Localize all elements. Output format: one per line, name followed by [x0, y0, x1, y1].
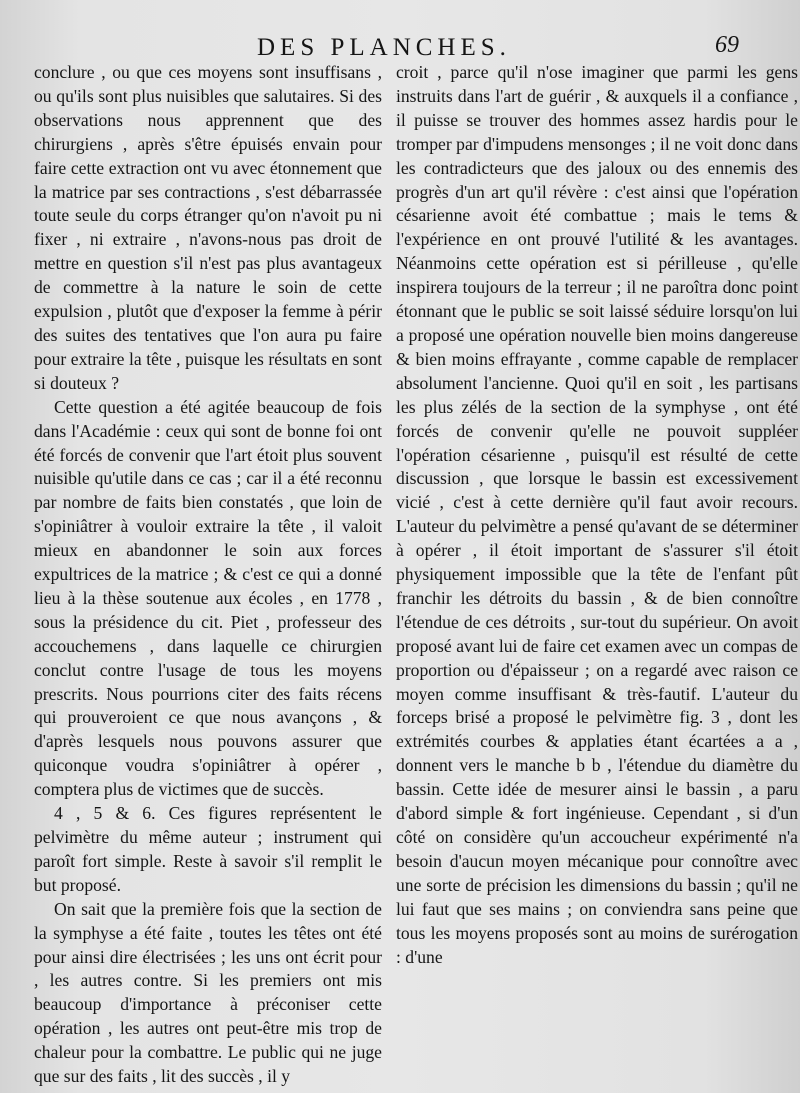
- paragraph: croit , parce qu'il n'ose imaginer que parmi les gens instruits dans l'art de guérir , & auxquels il a confiance , il puisse se trouver des hommes assez hardis pour le tromper par d'impudens mensonges ; il ne voit donc dans les contradicteurs que des jaloux ou des ennemis des progrès d'un art qu'il révère : c'est ainsi que l'opération césarienne avoit été combattue ; mais le tems & l'expérience en ont prouvé l'utilité & les avantages. Néanmoins cette opération est si périlleuse , qu'elle inspirera toujours de la terreur ; il ne paroîtra donc point étonnant que le public se soit laissé séduire lorsqu'on lui a proposé une opération nouvelle bien moins dangereuse & bien moins effrayante , comme capable de remplacer absolument l'ancienne. Quoi qu'il en soit , les partisans les plus zélés de la section de la symphyse , ont été forcés de convenir qu'elle ne pouvoit suppléer l'opération césarienne , puisqu'il est résulté de cette discussion , que lorsque le bassin est excessivement vicié , c'est à cette dernière qu'il faut avoir recours. L'auteur du pelvimètre a pensé qu'avant de se déterminer à opérer , il étoit important de s'assurer s'il étoit physiquement impossible que la tête de l'enfant pût franchir les détroits du bassin , & de bien connoître l'étendue de ces détroits , sur-tout du supérieur. On avoit proposé avant lui de faire cet examen avec un compas de proportion ou d'épaisseur ; on a regardé avec raison ce moyen comme insuffisant & très-fautif. L'auteur du forceps brisé a proposé le pelvimètre fig. 3 , dont les extrémités courbes & applaties étant écartées a a , donnent vers le manche b b , l'étendue du diamètre du bassin. Cette idée de mesurer ainsi le bassin , a paru d'abord simple & fort ingénieuse. Cependant , si d'un côté on considère qu'un accoucheur expérimenté n'a besoin d'aucun moyen mécanique pour connoître avec une sorte de précision les dimensions du bassin ; qu'il ne lui faut que ses mains ; on conviendra sans peine que tous les moyens proposés sont au moins de surérogation : d'une: [396, 62, 798, 967]
- paragraph: 4 , 5 & 6. Ces figures représentent le pelvimètre du même auteur ; instrument qui paroît fort simple. Reste à savoir s'il remplit le but proposé.: [34, 803, 382, 895]
- right-column: [396, 61, 798, 969]
- running-head: DES PLANCHES.: [257, 34, 511, 61]
- page-number: 69: [715, 32, 739, 58]
- text-columns: [34, 61, 798, 1087]
- paragraph: On sait que la première fois que la section de la symphyse a été faite , toutes les têtes ont été pour ainsi dire électrisées ; les uns ont écrit pour , les autres contre. Si les premiers ont mis beaucoup d'importance à préconiser cette opération , les autres ont peut-être mis trop de chaleur pour la combattre. Le public qui ne juge que sur des faits , lit des succès , il y: [34, 898, 382, 1087]
- paragraph: Cette question a été agitée beaucoup de fois dans l'Académie : ceux qui sont de bonne foi ont été forcés de convenir que l'art étoit plus souvent nuisible qu'utile dans ce cas ; car il a été reconnu par nombre de faits bien constatés , que loin de s'opiniâtrer à vouloir extraire la tête , il valoit mieux en abandonner le soin aux forces expultrices de la matrice ; & c'est ce qui a donné lieu à la thèse soutenue aux écoles , en 1778 , sous la présidence du cit. Piet , professeur des accouchemens , dans laquelle ce chirurgien conclut contre l'usage de tous les moyens prescrits. Nous pourrions citer des faits récens qui prouveroient ce que nous avançons , & d'après lesquels nous pouvons assurer que quiconque voudra s'opiniâtrer à opérer , comptera plus de victimes que de succès.: [34, 396, 382, 800]
- paragraph: conclure , ou que ces moyens sont insuffisans , ou qu'ils sont plus nuisibles que salutaires. Si des observations nous apprennent que des chirurgiens , après s'être épuisés envain pour faire cette extraction ont vu avec étonnement que la matrice par ses contractions , s'est débarrassée toute seule du corps étranger qu'on n'avoit pu ni fixer , ni extraire , n'avons-nous pas droit de mettre en question s'il n'est pas plus avantageux de commettre à la nature le soin de cette expulsion , plutôt que d'exposer la femme à périr des suites des tentatives que l'on aura pu faire pour extraire la tête , puisque les résultats en sont si douteux ?: [34, 62, 382, 393]
- left-column: [34, 61, 382, 1089]
